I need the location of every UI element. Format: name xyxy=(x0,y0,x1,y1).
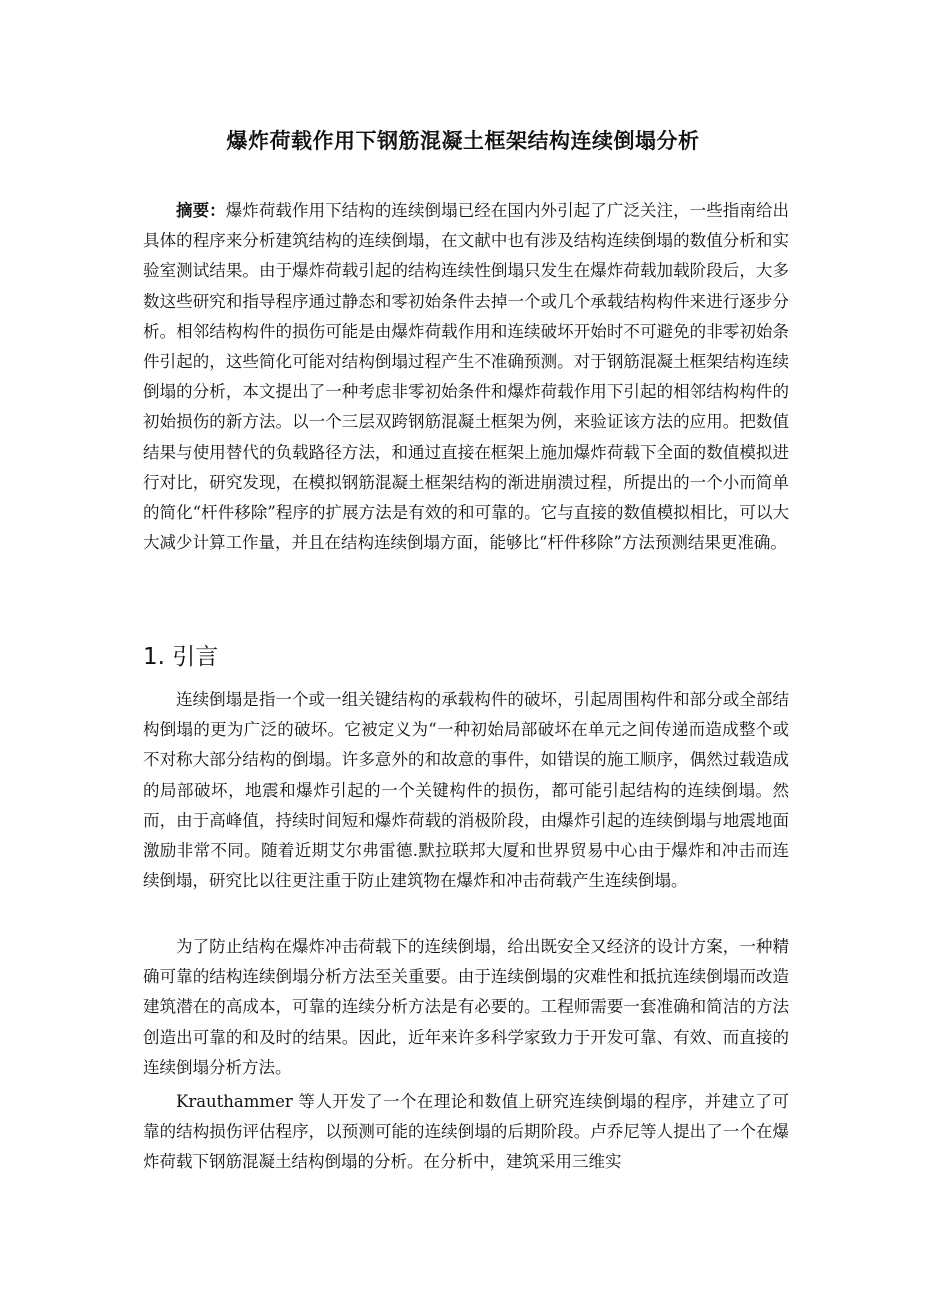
abstract-label: 摘要： xyxy=(176,201,226,220)
paper-title: 爆炸荷载作用下钢筋混凝土框架结构连续倒塌分析 xyxy=(226,129,700,153)
abstract-text: 爆炸荷载作用下结构的连续倒塌已经在国内外引起了广泛关注，一些指南给出具体的程序来分析建筑结构的连续倒塌，在文献中也有涉及结构连续倒塌的数值分析和实验室测试结果。由于爆炸荷载引起的结构连续性倒塌只发生在爆炸荷载加载阶段后，大多数这些研究和指导程序通过静态和零初始条件去掉一个或几个承载结构构件来进行逐步分析。相邻结构构件的损伤可能是由爆炸荷载作用和连续破坏开始时不可避免的非零初始条件引起的，这些简化可能对结构倒塌过程产生不准确预测。对于钢筋混凝土框架结构连续倒塌的分析，本文提出了一种考虑非零初始条件和爆炸荷载作用下引起的相邻结构构件的初始损伤的新方法。以一个三层双跨钢筋混凝土框架为例，来验证该方法的应用。把数值结果与使用替代的负载路径方法，和通过直接在框架上施加爆炸荷载下全面的数值模拟进行对比，研究发现，在模拟钢筋混凝土框架结构的渐进崩溃过程，所提出的一个小而简单的简化“杆件移除”程序的扩展方法是有效的和可靠的。它与直接的数值模拟相比，可以大大减少计算工作量，并且在结构连续倒塌方面，能够比“杆件移除”方法预测结果更准确。 xyxy=(143,201,790,553)
introduction-paragraph-3: Krauthammer 等人开发了一个在理论和数值上研究连续倒塌的程序，并建立了可靠的结构损伤评估程序，以预测可能的连续倒塌的后期阶段。卢乔尼等人提出了一个在爆炸荷载下钢筋混凝土结构倒塌的分析。在分析中，建筑采用三维实 xyxy=(143,1092,789,1172)
section-heading-introduction: 1. 引言 xyxy=(143,644,219,670)
abstract-paragraph xyxy=(143,196,789,558)
introduction-paragraph-2: 为了防止结构在爆炸冲击荷载下的连续倒塌，给出既安全又经济的设计方案，一种精确可靠的结构连续倒塌分析方法至关重要。由于连续倒塌的灾难性和抵抗连续倒塌而改造建筑潜在的高成本，可靠的连续分析方法是有必要的。工程师需要一套准确和简洁的方法创造出可靠的和及时的结果。因此，近年来许多科学家致力于开发可靠、有效、而直接的连续倒塌分析方法。 xyxy=(143,937,789,1077)
introduction-paragraph-1: 连续倒塌是指一个或一组关键结构的承载构件的破坏，引起周围构件和部分或全部结构倒塌的更为广泛的破坏。它被定义为“一种初始局部破坏在单元之间传递而造成整个或不对称大部分结构的倒塌。许多意外的和故意的事件，如错误的施工顺序，偶然过载造成的局部破坏，地震和爆炸引起的一个关键构件的损伤，都可能引起结构的连续倒塌。然而，由于高峰值，持续时间短和爆炸荷载的消极阶段，由爆炸引起的连续倒塌与地震地面激励非常不同。随着近期艾尔弗雷德.默拉联邦大厦和世界贸易中心由于爆炸和冲击而连续倒塌，研究比以往更注重于防止建筑物在爆炸和冲击荷载产生连续倒塌。 xyxy=(143,690,789,891)
